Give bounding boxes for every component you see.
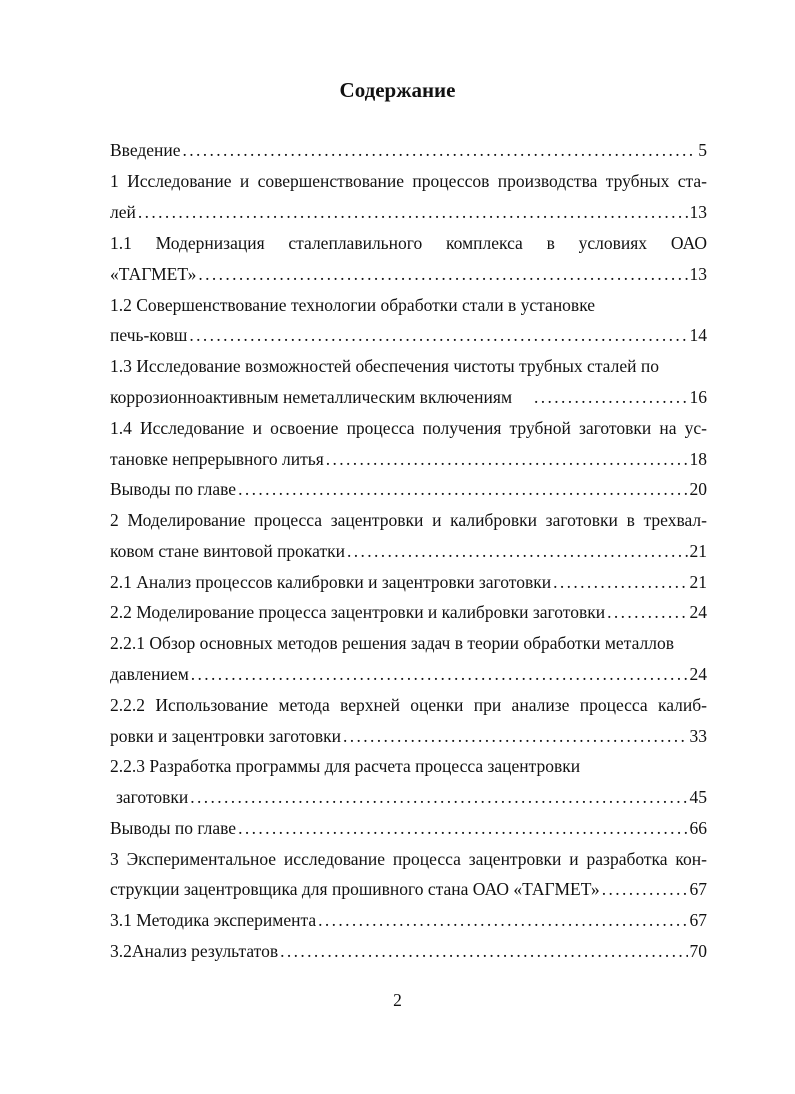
- toc-entry: [110, 816, 707, 840]
- toc-entry-text: «ТАГМЕТ»: [110, 264, 197, 284]
- toc-entry: [110, 477, 707, 501]
- toc-entry: [110, 908, 707, 932]
- toc-entry-text: Выводы по главе: [110, 479, 237, 499]
- toc-entry: 1.2 Совершенствование технологии обработки стали в установке: [110, 295, 596, 315]
- toc-entry-text: ковом стане винтовой прокатки: [110, 541, 346, 561]
- toc-entry-text: 2.2 Моделирование процесса зацентровки и калибровки заготовки: [110, 602, 606, 622]
- toc-entry-text: Введение: [110, 140, 181, 160]
- toc-entry: 1.1 Модернизация сталеплавильного комплекса в условиях ОАО: [110, 233, 707, 253]
- toc-entry: [110, 785, 707, 809]
- page-number: 2: [393, 990, 402, 1010]
- toc-entry: [110, 385, 707, 409]
- toc-entry: 2.2.3 Разработка программы для расчета процесса зацентровки: [110, 756, 581, 776]
- toc-entry-text: 3.2Анализ результатов: [110, 941, 279, 961]
- toc-page-number: 70: [689, 941, 707, 961]
- toc-entry: [110, 262, 707, 286]
- toc-entry: 1.4 Исследование и освоение процесса получения трубной заготовки на ус-: [110, 418, 707, 438]
- toc-page-number: 33: [689, 726, 707, 746]
- toc-entry-text: давлением: [110, 664, 189, 684]
- toc-entry-text: печь-ковш: [110, 325, 188, 345]
- toc-page-number: 67: [689, 879, 707, 899]
- toc-page-number: 14: [689, 325, 707, 345]
- toc-page-number: 67: [689, 910, 707, 930]
- toc-entry: [110, 138, 707, 162]
- toc-entry: 2.2.1 Обзор основных методов решения задач в теории обработки металлов: [110, 633, 674, 653]
- toc-entry: [110, 570, 707, 594]
- toc-page-number: 20: [689, 479, 707, 499]
- toc-entry: 1 Исследование и совершенствование процессов производства трубных ста-: [110, 171, 707, 191]
- toc-entry-text: лей: [110, 202, 136, 222]
- toc-entry: [110, 600, 707, 624]
- page-title: Содержание: [339, 78, 456, 102]
- toc-entry-text: струкции зацентровщика для прошивного стана ОАО «ТАГМЕТ»: [110, 879, 600, 899]
- toc-entry: [110, 877, 707, 901]
- toc-entry-text: тановке непрерывного литья: [110, 449, 324, 469]
- toc-entry-text: 2.1 Анализ процессов калибровки и зацентровки заготовки: [110, 572, 552, 592]
- toc-page-number: 66: [689, 818, 707, 838]
- toc-entry: [110, 539, 707, 563]
- toc-entry: 2 Моделирование процесса зацентровки и калибровки заготовки в трехвал-: [110, 510, 707, 530]
- toc-page-number: 24: [689, 602, 707, 622]
- toc-entry: 1.3 Исследование возможностей обеспечения чистоты трубных сталей по: [110, 356, 659, 376]
- toc-entry: [110, 724, 707, 748]
- toc-entry: [110, 939, 707, 963]
- toc-entry-text: коррозионноактивным неметаллическим включениям: [110, 387, 513, 407]
- toc-page-number: 21: [689, 541, 707, 561]
- toc-entry-text: Выводы по главе: [110, 818, 237, 838]
- toc-page-number: 18: [689, 449, 707, 469]
- toc-entry: [110, 447, 707, 471]
- toc-entry: [110, 200, 707, 224]
- toc-entry: [110, 323, 707, 347]
- toc-page-number: 24: [689, 664, 707, 684]
- toc-entry: 2.2.2 Использование метода верхней оценки при анализе процесса калиб-: [110, 695, 707, 715]
- toc-page-number: 16: [689, 387, 707, 407]
- toc-entry-text: ровки и зацентровки заготовки: [110, 726, 342, 746]
- toc-page-number: 45: [689, 787, 707, 807]
- toc-entry: [110, 662, 707, 686]
- toc-entry-text: 3.1 Методика эксперимента: [110, 910, 317, 930]
- toc-page-number: 13: [689, 264, 707, 284]
- toc-page-number: 13: [689, 202, 707, 222]
- toc-page-number: 21: [689, 572, 707, 592]
- toc-page-number: 5: [698, 140, 707, 160]
- toc-entry-text: заготовки: [116, 787, 189, 807]
- toc-entry: 3 Экспериментальное исследование процесса зацентровки и разработка кон-: [110, 849, 707, 869]
